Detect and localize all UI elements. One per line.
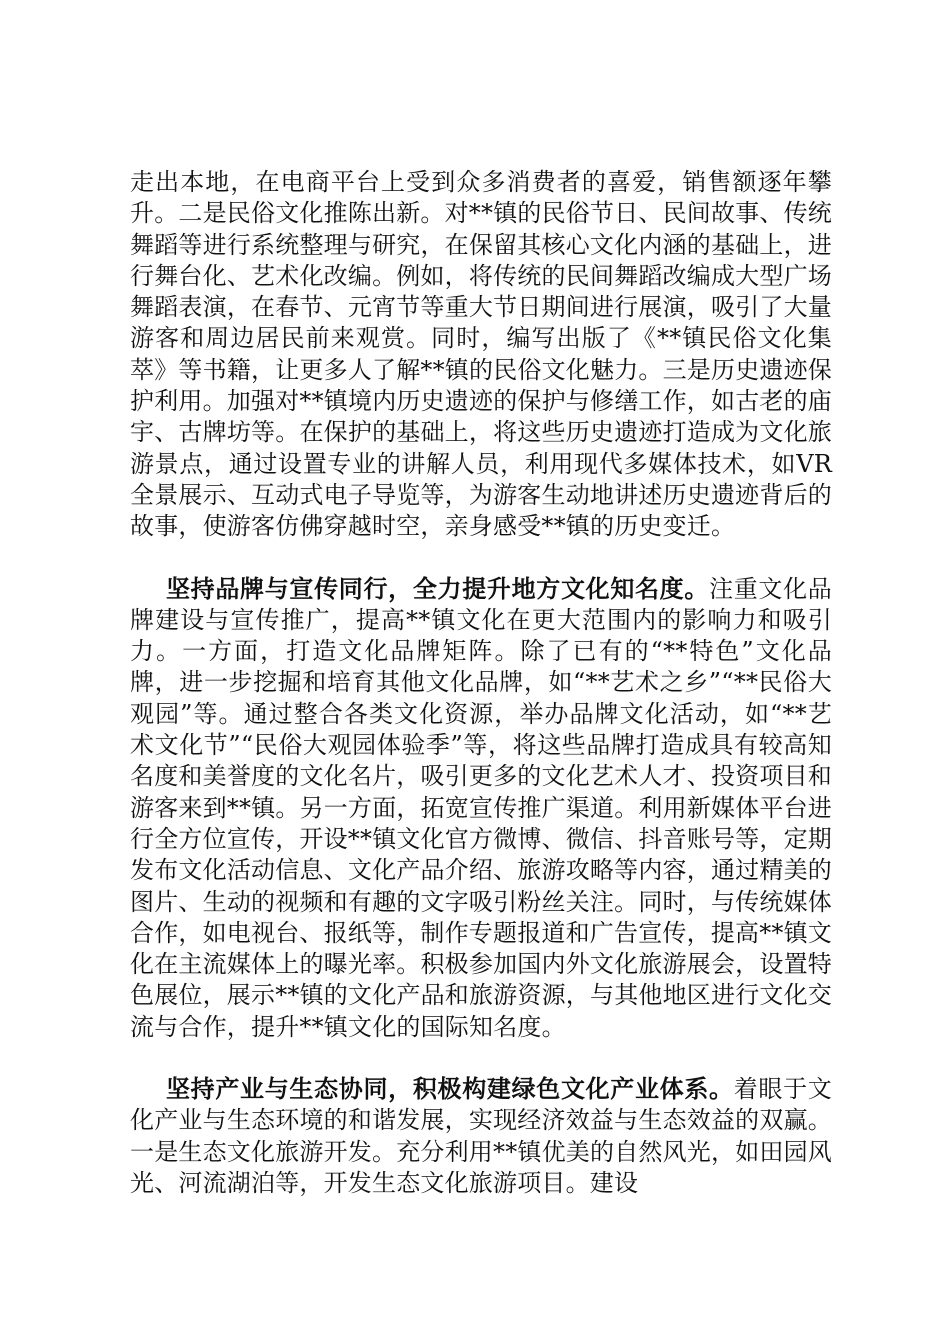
paragraph-2-heading: 坚持品牌与宣传同行，全力提升地方文化知名度。 bbox=[166, 573, 710, 603]
paragraph-3 bbox=[130, 1073, 832, 1199]
paragraph-1 bbox=[130, 167, 832, 543]
paragraph-3-text: 着眼于文化产业与生态环境的和谐发展，实现经济效益与生态效益的双赢。一是生态文化旅游开发。充分利用**镇优美的自然风光，如田园风光、河流湖泊等，开发生态文化旅游项目。建设 bbox=[130, 1075, 832, 1197]
paragraph-2 bbox=[130, 573, 832, 1043]
paragraph-2-text: 注重文化品牌建设与宣传推广，提高**镇文化在更大范围内的影响力和吸引力。一方面，打造文化品牌矩阵。除了已有的“**特色”文化品牌，进一步挖掘和培育其他文化品牌，如“**艺术之乡”“**民俗大观园”等。通过整合各类文化资源，举办品牌文化活动，如“**艺术文化节”“民俗大观园体验季”等，将这些品牌打造成具有较高知名度和美誉度的文化名片，吸引更多的文化艺术人才、投资项目和游客来到**镇。另一方面，拓宽宣传推广渠道。利用新媒体平台进行全方位宣传，开设**镇文化官方微博、微信、抖音账号等，定期发布文化活动信息、文化产品介绍、旅游攻略等内容，通过精美的图片、生动的视频和有趣的文字吸引粉丝关注。同时，与传统媒体合作，如电视台、报纸等，制作专题报道和广告宣传，提高**镇文化在主流媒体上的曝光率。积极参加国内外文化旅游展会，设置特色展位，展示**镇的文化产品和旅游资源，与其他地区进行文化交流与合作，提升**镇文化的国际知名度。 bbox=[130, 574, 832, 1041]
paragraph-3-heading: 坚持产业与生态协同，积极构建绿色文化产业体系。 bbox=[166, 1074, 734, 1104]
document-body bbox=[130, 167, 832, 1199]
paragraph-1-text: 走出本地，在电商平台上受到众多消费者的喜爱，销售额逐年攀升。二是民俗文化推陈出新。对**镇的民俗节日、民间故事、传统舞蹈等进行系统整理与研究，在保留其核心文化内涵的基础上，进行舞台化、艺术化改编。例如，将传统的民间舞蹈改编成大型广场舞蹈表演，在春节、元宵节等重大节日期间进行展演，吸引了大量游客和周边居民前来观赏。同时，编写出版了《**镇民俗文化集萃》等书籍，让更多人了解**镇的民俗文化魅力。三是历史遗迹保护利用。加强对**镇境内历史遗迹的保护与修缮工作，如古老的庙宇、古牌坊等。在保护的基础上，将这些历史遗迹打造成为文化旅游景点，通过设置专业的讲解人员，利用现代多媒体技术，如VR全景展示、互动式电子导览等，为游客生动地讲述历史遗迹背后的故事，使游客仿佛穿越时空，亲身感受**镇的历史变迁。 bbox=[130, 168, 832, 541]
